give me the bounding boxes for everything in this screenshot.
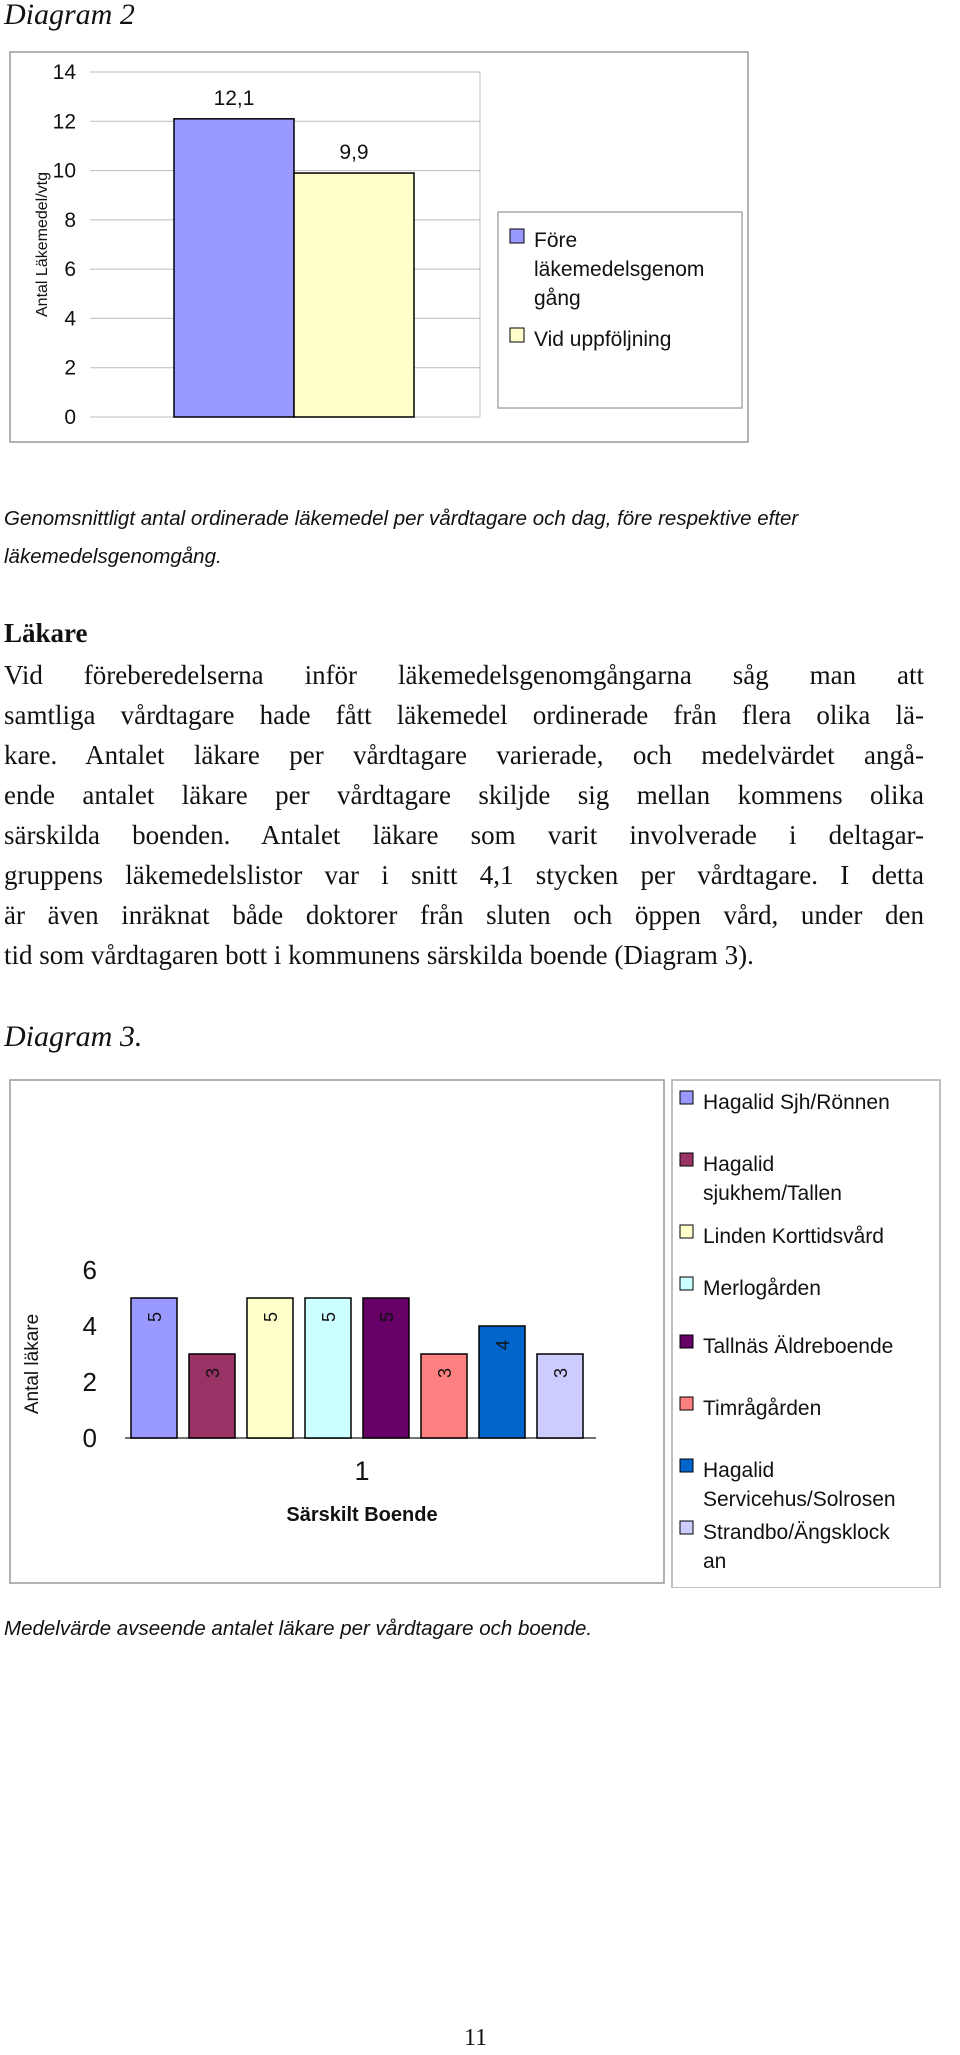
body-line: gruppens läkemedelslistor var i snitt 4,1 stycken per vårdtagare. I detta [4, 860, 924, 890]
y-tick-label: 6 [64, 258, 76, 282]
legend-label: Hagalid Sjh/Rönnen [703, 1091, 890, 1114]
legend-label: Timrågården [703, 1397, 822, 1420]
legend-label: Tallnäs Äldreboende [703, 1335, 894, 1358]
body-line: samtliga vårdtagare hade fått läkemedel ordinerade från flera olika lä- [4, 700, 924, 730]
legend-label: Hagalid [703, 1153, 775, 1176]
y-tick-label: 10 [52, 159, 76, 183]
y-tick-label: 12 [52, 110, 76, 134]
legend-label: Hagalid [703, 1459, 775, 1482]
data-label: 9,9 [339, 141, 369, 165]
legend-label: Linden Korttidsvård [703, 1225, 884, 1248]
data-label: 5 [261, 1312, 281, 1323]
y-axis-label: Antal läkare [22, 1313, 43, 1415]
bar [294, 173, 414, 417]
x-tick-label: 1 [354, 1456, 370, 1486]
y-tick-label: 14 [52, 61, 76, 84]
body-line: är även inräknat både doktorer från sluten och öppen vård, under den [4, 900, 924, 930]
bar [421, 1354, 467, 1438]
legend-label: Servicehus/Solrosen [703, 1488, 896, 1511]
section-heading-lakare: Läkare [4, 618, 88, 648]
diagram-2-caption: Genomsnittligt antal ordinerade läkemedel per vårdtagare och dag, före respektive efter läkemedelsgenomgång. [4, 507, 799, 568]
bar [174, 119, 294, 417]
y-tick-label: 2 [82, 1367, 97, 1397]
data-label: 3 [435, 1368, 455, 1379]
data-label: 5 [145, 1312, 165, 1323]
y-tick-label: 4 [64, 307, 76, 331]
legend-label: an [703, 1550, 727, 1573]
diagram-2-chart [8, 50, 752, 445]
diagram-3-heading: Diagram 3. [4, 1020, 143, 1053]
body-line: tid som vårdtagaren bott i kommunens särskilda boende (Diagram 3). [4, 940, 754, 970]
y-tick-label: 6 [82, 1255, 97, 1285]
legend-swatch [510, 328, 524, 342]
legend-swatch [680, 1225, 693, 1238]
data-label: 5 [319, 1312, 339, 1323]
legend-swatch [680, 1091, 693, 1104]
legend-label: Före [534, 229, 578, 252]
body-line: ende antalet läkare per vårdtagare skiljde sig mellan kommens olika [4, 780, 924, 810]
body-line: särskilda boenden. Antalet läkare som varit involverade i deltagar- [4, 820, 924, 850]
y-tick-label: 4 [82, 1311, 97, 1341]
y-tick-label: 0 [82, 1423, 97, 1453]
data-label: 4 [493, 1340, 513, 1351]
data-label: 3 [551, 1368, 571, 1379]
legend-swatch [680, 1521, 693, 1534]
diagram-3-chart [8, 1078, 944, 1588]
legend-label: Vid uppföljning [534, 328, 672, 351]
legend-swatch [680, 1277, 693, 1290]
y-tick-label: 0 [64, 406, 76, 429]
x-axis-label: Särskilt Boende [286, 1504, 438, 1526]
legend-swatch [680, 1153, 693, 1166]
page-number: 11 [464, 2025, 488, 2051]
y-tick-label: 8 [64, 208, 76, 232]
y-tick-label: 2 [64, 356, 76, 380]
diagram-2-heading: Diagram 2 [4, 0, 135, 31]
bar [537, 1354, 583, 1438]
body-line: Vid föreberedelserna inför läkemedelsgenomgångarna såg man att [4, 660, 924, 690]
legend-label: Strandbo/Ängsklock [703, 1521, 890, 1544]
legend-swatch [510, 229, 524, 243]
legend-label: gång [534, 287, 581, 310]
data-label: 5 [377, 1312, 397, 1323]
legend-swatch [680, 1459, 693, 1472]
legend-label: Merlogården [703, 1277, 821, 1300]
legend-label: sjukhem/Tallen [703, 1182, 842, 1205]
bar [189, 1354, 235, 1438]
data-label: 12,1 [213, 86, 255, 110]
body-line: kare. Antalet läkare per vårdtagare varierade, och medelvärdet angå- [4, 740, 924, 770]
data-label: 3 [203, 1368, 223, 1379]
legend-swatch [680, 1335, 693, 1348]
y-axis-label: Antal Läkemedel/vtg [34, 172, 51, 317]
diagram-3-caption: Medelvärde avseende antalet läkare per vårdtagare och boende. [4, 1617, 593, 1640]
legend-swatch [680, 1397, 693, 1410]
legend-label: läkemedelsgenom [534, 258, 705, 281]
